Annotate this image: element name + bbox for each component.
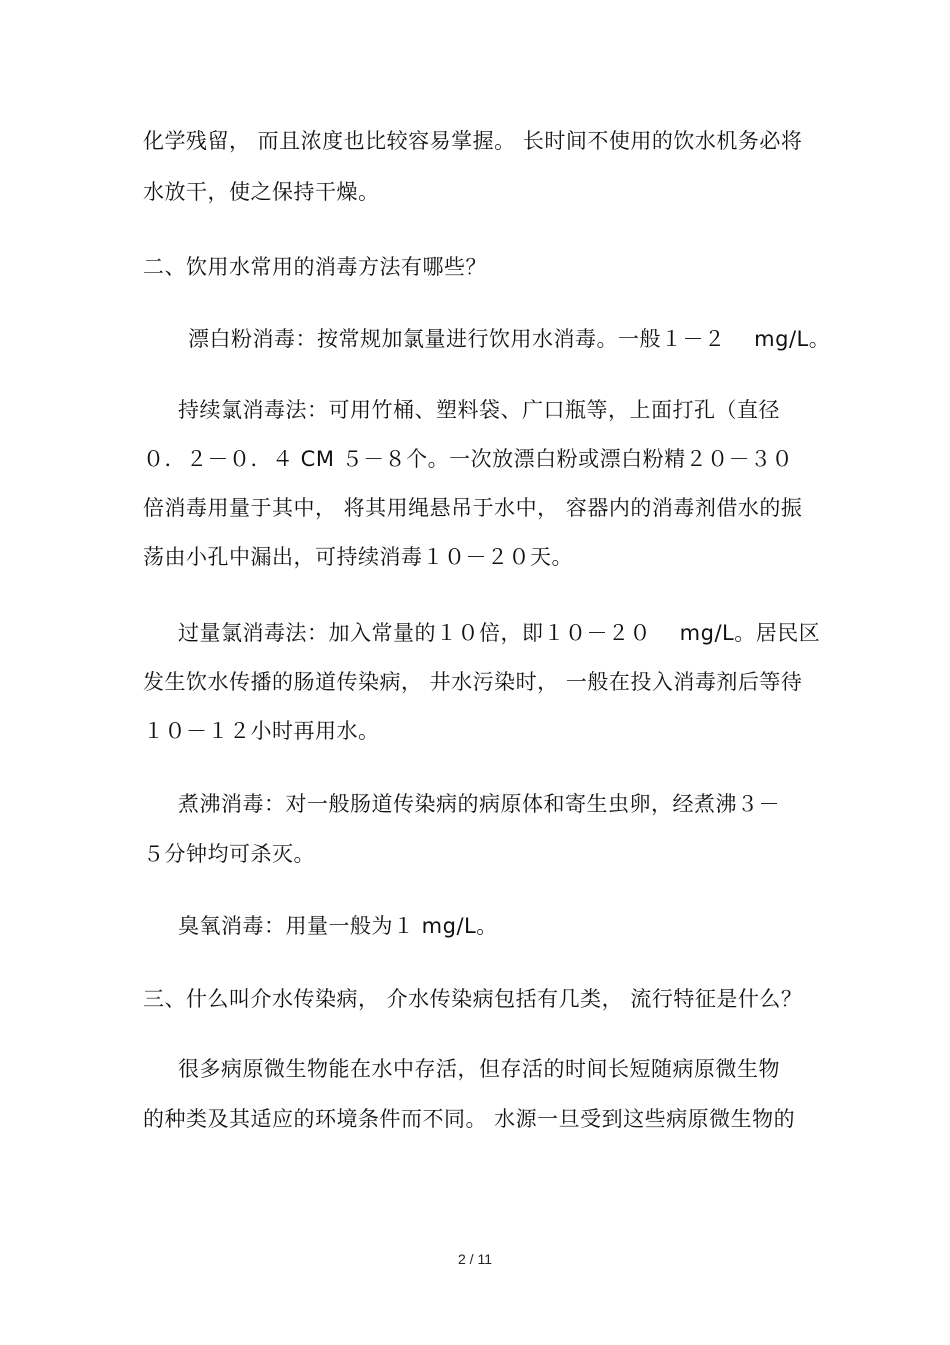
text-line: ５分钟均可杀灭。 [143, 842, 315, 866]
text-line: 水放干，使之保持干燥。 [143, 180, 380, 204]
text-line: 化学残留， 而且浓度也比较容易掌握。 长时间不使用的饮水机务必将 [143, 129, 803, 153]
text-line: 的种类及其适应的环境条件而不同。 水源一旦受到这些病原微生物的 [143, 1107, 796, 1131]
section-heading: 二、饮用水常用的消毒方法有哪些？ [143, 255, 487, 279]
text-line: 煮沸消毒：对一般肠道传染病的病原体和寄生虫卵，经煮沸３－ [178, 792, 780, 816]
text-line: 倍消毒用量于其中， 将其用绳悬吊于水中， 容器内的消毒剂借水的振 [143, 496, 803, 520]
text-line: 发生饮水传播的肠道传染病， 井水污染时， 一般在投入消毒剂后等待 [143, 670, 803, 694]
text-line: 荡由小孔中漏出，可持续消毒１０－２０天。 [143, 545, 573, 569]
text-line: １０－１２小时再用水。 [143, 719, 380, 743]
text-line: ０．２－０．４ CM ５－８个。一次放漂白粉或漂白粉精２０－３０ [143, 447, 794, 471]
text-line: 很多病原微生物能在水中存活，但存活的时间长短随病原微生物 [178, 1057, 780, 1081]
text-line: 漂白粉消毒：按常规加氯量进行饮用水消毒。一般１－２ mg/L。 [188, 327, 831, 351]
text-line: 持续氯消毒法：可用竹桶、塑料袋、广口瓶等，上面打孔（直径 [178, 398, 780, 422]
text-line: 臭氧消毒：用量一般为１ mg/L。 [178, 914, 498, 938]
page-number: 2 / 11 [458, 1251, 492, 1267]
text-line: 过量氯消毒法：加入常量的１０倍，即１０－２０ mg/L。居民区 [178, 621, 821, 645]
section-heading: 三、什么叫介水传染病， 介水传染病包括有几类， 流行特征是什么？ [143, 987, 803, 1011]
